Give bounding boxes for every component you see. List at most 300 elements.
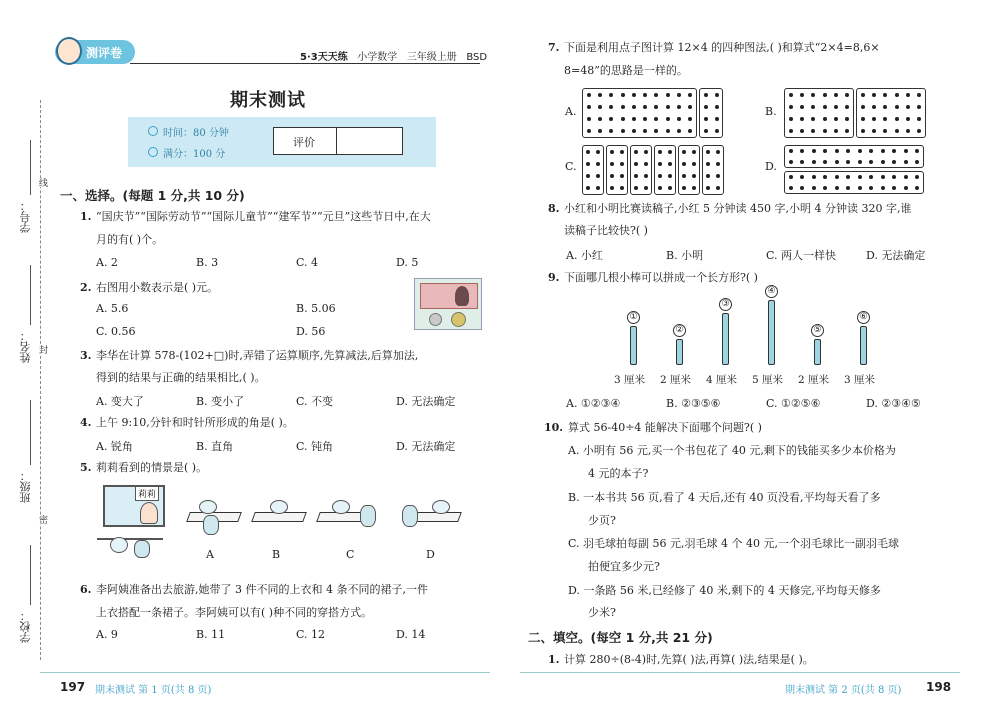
- stick-number: ③: [719, 298, 732, 311]
- dot: [715, 105, 719, 109]
- margin-underline: [30, 400, 31, 465]
- q5-number: 5.: [80, 461, 92, 474]
- dot: [666, 117, 670, 121]
- dot: [644, 162, 648, 166]
- dot: [834, 117, 838, 121]
- q1-option-a[interactable]: A. 2: [96, 256, 118, 269]
- margin-underline: [30, 265, 31, 325]
- dot: [609, 93, 613, 97]
- q1-text: 月的有( )个。: [96, 233, 164, 246]
- dot: [917, 105, 921, 109]
- dot: [668, 162, 672, 166]
- stick-number: ①: [627, 311, 640, 324]
- fishbowl-icon: [110, 537, 128, 553]
- q9-option-b[interactable]: B. ②③⑤⑥: [666, 397, 721, 410]
- dot: [823, 149, 827, 153]
- fishbowl-icon: [199, 500, 217, 514]
- dot-card: [784, 88, 854, 138]
- dot: [587, 117, 591, 121]
- dot: [677, 129, 681, 133]
- stick-number: ⑤: [811, 324, 824, 337]
- dot: [682, 186, 686, 190]
- dot: [861, 93, 865, 97]
- q3-option-a[interactable]: A. 变大了: [96, 395, 144, 408]
- dot: [654, 93, 658, 97]
- page-title: 期末测试: [230, 90, 306, 111]
- edition: BSD: [466, 52, 488, 63]
- dot: [692, 162, 696, 166]
- q7-option-b[interactable]: B.: [765, 105, 777, 118]
- dot: [609, 117, 613, 121]
- fill-q1-number: 1.: [548, 653, 560, 666]
- dot: [598, 117, 602, 121]
- q6-option-d[interactable]: D. 14: [396, 628, 426, 641]
- q6-text: 上衣搭配一条裙子。李阿姨可以有( )种不同的穿搭方式。: [96, 606, 373, 619]
- dot: [915, 186, 919, 190]
- q6-option-a[interactable]: A. 9: [96, 628, 118, 641]
- dot: [688, 105, 692, 109]
- dot: [906, 129, 910, 133]
- dot: [587, 105, 591, 109]
- dot: [812, 175, 816, 179]
- q10-option-c-cont: 拍便宜多少元?: [588, 560, 660, 573]
- dot: [823, 160, 827, 164]
- dot: [915, 175, 919, 179]
- dot: [609, 129, 613, 133]
- margin-label-student-id: 学号：: [19, 200, 32, 233]
- q10-option-b-cont: 少页?: [588, 514, 616, 527]
- dot: [869, 160, 873, 164]
- dot: [869, 149, 873, 153]
- dot: [677, 105, 681, 109]
- dot: [715, 117, 719, 121]
- q7-number: 7.: [548, 41, 560, 54]
- check-icon: [148, 147, 158, 157]
- dot: [881, 175, 885, 179]
- stick-length: 2 厘米: [660, 374, 692, 386]
- scene-table: [97, 538, 163, 540]
- dot: [881, 186, 885, 190]
- dot: [716, 162, 720, 166]
- dot-card: [699, 88, 723, 138]
- q3-number: 3.: [80, 349, 92, 362]
- dot: [858, 186, 862, 190]
- dot: [706, 150, 710, 154]
- dot: [692, 174, 696, 178]
- q6-number: 6.: [80, 583, 92, 596]
- dot: [800, 117, 804, 121]
- q3-option-b[interactable]: B. 变小了: [196, 395, 245, 408]
- dot: [869, 186, 873, 190]
- q4-option-b[interactable]: B. 直角: [196, 440, 234, 453]
- dot: [715, 129, 719, 133]
- dot: [596, 162, 600, 166]
- cat-icon: [134, 540, 150, 558]
- dot: [883, 129, 887, 133]
- dot: [644, 186, 648, 190]
- dot: [658, 186, 662, 190]
- q9-option-c[interactable]: C. ①②⑤⑥: [766, 397, 821, 410]
- mascot-icon: [56, 37, 82, 65]
- dot: [596, 186, 600, 190]
- stick: [860, 326, 867, 365]
- window-illustration: [103, 485, 165, 527]
- q5-option-a[interactable]: A: [206, 548, 214, 561]
- dot: [895, 129, 899, 133]
- q8-option-b[interactable]: B. 小明: [666, 249, 704, 262]
- dot: [610, 162, 614, 166]
- section2-heading: 二、填空。(每空 1 分,共 21 分): [528, 630, 713, 645]
- dot: [704, 117, 708, 121]
- header-rule: [130, 63, 480, 64]
- q10-option-d[interactable]: D. 一条路 56 米,已经修了 40 米,剩下的 4 天修完,平均每天修多: [568, 584, 881, 597]
- dot: [895, 117, 899, 121]
- dot: [906, 105, 910, 109]
- dot: [883, 117, 887, 121]
- dot: [881, 149, 885, 153]
- dot: [835, 160, 839, 164]
- margin-mark-seal: 封: [37, 345, 47, 354]
- dot: [915, 149, 919, 153]
- dot: [872, 105, 876, 109]
- dot: [677, 117, 681, 121]
- dot: [621, 93, 625, 97]
- q4-number: 4.: [80, 416, 92, 429]
- dot: [800, 160, 804, 164]
- dot: [706, 174, 710, 178]
- dot: [917, 117, 921, 121]
- dot-diagram-b: [784, 88, 926, 138]
- dot: [895, 105, 899, 109]
- dot: [834, 93, 838, 97]
- dot: [666, 129, 670, 133]
- dot-card: [630, 145, 652, 195]
- stick-length: 3 厘米: [844, 374, 876, 386]
- footer-rule: [520, 672, 960, 673]
- dot: [881, 160, 885, 164]
- dot: [823, 105, 827, 109]
- dot: [800, 175, 804, 179]
- dot: [610, 186, 614, 190]
- dot: [643, 93, 647, 97]
- dot: [904, 149, 908, 153]
- stick-number: ⑥: [857, 311, 870, 324]
- dot: [610, 150, 614, 154]
- q4-option-d[interactable]: D. 无法确定: [396, 440, 456, 453]
- dot: [789, 129, 793, 133]
- dot: [704, 105, 708, 109]
- q10-option-c[interactable]: C. 羽毛球拍每副 56 元,羽毛球 4 个 40 元,一个羽毛球比一副羽毛球: [568, 537, 899, 550]
- q5-option-d[interactable]: D: [426, 548, 435, 561]
- stick-length: 4 厘米: [706, 374, 738, 386]
- q1-option-b[interactable]: B. 3: [196, 256, 219, 269]
- left-footer-text: 期末测试 第 1 页(共 8 页): [95, 685, 212, 696]
- dot: [609, 105, 613, 109]
- dot: [789, 93, 793, 97]
- fishbowl-icon: [270, 500, 288, 514]
- q5-option-c[interactable]: C: [346, 548, 355, 561]
- dot: [823, 186, 827, 190]
- portrait-icon: [455, 286, 469, 306]
- dot: [858, 175, 862, 179]
- q6-text: 李阿姨准备出去旅游,她带了 3 件不同的上衣和 4 条不同的裙子,一件: [96, 583, 428, 596]
- q8-number: 8.: [548, 202, 560, 215]
- q1-option-d[interactable]: D. 5: [396, 256, 419, 269]
- dot: [620, 150, 624, 154]
- q3-text: 李华在计算 578-(102+□)时,弄错了运算顺序,先算减法,后算加法,: [96, 349, 419, 362]
- dot: [610, 174, 614, 178]
- dot: [846, 149, 850, 153]
- q9-option-d[interactable]: D. ②③④⑤: [866, 397, 921, 410]
- dot: [666, 93, 670, 97]
- q7-option-c[interactable]: C.: [565, 160, 577, 173]
- q4-option-c[interactable]: C. 钝角: [296, 440, 334, 453]
- dot: [634, 162, 638, 166]
- stick: [814, 339, 821, 365]
- girl-icon: [140, 502, 158, 524]
- dot: [834, 129, 838, 133]
- q2-option-c[interactable]: C. 0.56: [96, 325, 136, 338]
- clock-icon: [148, 126, 158, 136]
- q8-option-d[interactable]: D. 无法确定: [866, 249, 926, 262]
- dot: [892, 175, 896, 179]
- stick: [676, 339, 683, 365]
- dot: [596, 150, 600, 154]
- dot: [906, 117, 910, 121]
- q2-option-a[interactable]: A. 5.6: [96, 302, 129, 315]
- dot: [658, 150, 662, 154]
- dot: [682, 150, 686, 154]
- fishbowl-icon: [432, 500, 450, 514]
- dot: [858, 149, 862, 153]
- q10-option-b[interactable]: B. 一本书共 56 页,看了 4 天后,还有 40 页没看,平均每天看了多: [568, 491, 881, 504]
- dot: [658, 162, 662, 166]
- right-page-number: 198: [926, 680, 952, 694]
- dot: [620, 174, 624, 178]
- dot: [587, 93, 591, 97]
- dot: [800, 93, 804, 97]
- q7-option-d[interactable]: D.: [765, 160, 777, 173]
- dot: [835, 149, 839, 153]
- margin-underline: [30, 545, 31, 605]
- q8-option-a[interactable]: A. 小红: [566, 249, 603, 262]
- dot-card: [784, 145, 924, 168]
- q1-option-c[interactable]: C. 4: [296, 256, 319, 269]
- dot: [632, 105, 636, 109]
- dot: [883, 93, 887, 97]
- dot: [682, 174, 686, 178]
- dot: [632, 117, 636, 121]
- q6-option-c[interactable]: C. 12: [296, 628, 326, 641]
- dot: [846, 175, 850, 179]
- dot: [846, 160, 850, 164]
- dot: [823, 175, 827, 179]
- dot: [845, 129, 849, 133]
- q7-text: 下面是利用点子图计算 12×4 的四种图法,( )和算式“2×4=8,6×: [564, 41, 880, 54]
- window-sign: 莉莉: [135, 486, 159, 501]
- cat-icon: [402, 505, 418, 527]
- banknote-icon: [420, 283, 478, 309]
- q3-option-c[interactable]: C. 不变: [296, 395, 334, 408]
- margin-mark-bind: 密: [37, 515, 47, 524]
- q9-option-a[interactable]: A. ①②③④: [566, 397, 621, 410]
- dot: [620, 186, 624, 190]
- dot: [620, 162, 624, 166]
- dot: [915, 160, 919, 164]
- dot: [861, 105, 865, 109]
- dot: [632, 93, 636, 97]
- q5-text: 莉莉看到的情景是( )。: [96, 461, 208, 474]
- left-page-number: 197: [60, 680, 86, 694]
- dot: [872, 117, 876, 121]
- dot: [811, 117, 815, 121]
- dot-card: [606, 145, 628, 195]
- dot: [715, 93, 719, 97]
- dot: [586, 150, 590, 154]
- grade: 三年级上册: [406, 52, 457, 63]
- dot: [596, 174, 600, 178]
- dot: [800, 186, 804, 190]
- dot: [846, 186, 850, 190]
- q2-option-d[interactable]: D. 56: [296, 325, 326, 338]
- dot-card: [582, 88, 697, 138]
- dot: [789, 160, 793, 164]
- dot: [917, 129, 921, 133]
- q1-text: “国庆节”“国际劳动节”“国际儿童节”“建军节”“元旦”这些节日中,在大: [96, 210, 431, 223]
- dot: [716, 186, 720, 190]
- dot: [858, 160, 862, 164]
- dot: [800, 129, 804, 133]
- dot: [883, 105, 887, 109]
- dot-card: [784, 171, 924, 194]
- q8-text: 读稿子比较快?( ): [564, 224, 648, 237]
- fishbowl-icon: [332, 500, 350, 514]
- money-image: [414, 278, 482, 330]
- dot-card: [582, 145, 604, 195]
- q4-text: 上午 9:10,分针和时针所形成的角是( )。: [96, 416, 294, 429]
- dot: [621, 117, 625, 121]
- dot: [586, 174, 590, 178]
- coin-icon: [429, 313, 442, 326]
- dot: [811, 93, 815, 97]
- dot: [677, 93, 681, 97]
- margin-mark-line: 线: [37, 178, 47, 187]
- dot: [811, 105, 815, 109]
- q4-option-a[interactable]: A. 锐角: [96, 440, 133, 453]
- sticks-diagram: [600, 286, 900, 390]
- dot: [704, 129, 708, 133]
- dot-card: [678, 145, 700, 195]
- q10-number: 10.: [544, 421, 564, 434]
- dot: [789, 117, 793, 121]
- subject: 小学数学: [357, 52, 398, 63]
- q3-option-d[interactable]: D. 无法确定: [396, 395, 456, 408]
- dot: [895, 93, 899, 97]
- dot: [904, 175, 908, 179]
- dot: [823, 93, 827, 97]
- dot: [917, 93, 921, 97]
- q2-option-b[interactable]: B. 5.06: [296, 302, 336, 315]
- dot: [800, 149, 804, 153]
- dot: [586, 162, 590, 166]
- q10-option-a[interactable]: A. 小明有 56 元,买一个书包花了 40 元,剩下的钱能买多少本价格为: [568, 444, 896, 457]
- dot: [716, 150, 720, 154]
- dot: [666, 105, 670, 109]
- right-footer-text: 期末测试 第 2 页(共 8 页): [785, 685, 902, 696]
- dot: [869, 175, 873, 179]
- dot: [621, 105, 625, 109]
- q2-number: 2.: [80, 281, 92, 294]
- cat-icon: [203, 515, 219, 535]
- dot: [835, 186, 839, 190]
- stick: [722, 313, 729, 365]
- dot: [668, 150, 672, 154]
- section1-heading: 一、选择。(每题 1 分,共 10 分): [60, 188, 245, 203]
- q9-number: 9.: [548, 271, 560, 284]
- q5-option-b[interactable]: B: [272, 548, 281, 561]
- q10-option-a-cont: 4 元的本子?: [588, 467, 649, 480]
- badge-label: 测评卷: [86, 46, 123, 60]
- eval-divider: [336, 127, 337, 155]
- dot-card: [702, 145, 724, 195]
- dot: [598, 129, 602, 133]
- dot: [704, 93, 708, 97]
- dot: [644, 150, 648, 154]
- dot: [668, 174, 672, 178]
- dot: [812, 186, 816, 190]
- dot: [688, 129, 692, 133]
- dot: [845, 117, 849, 121]
- fill-q1-text[interactable]: 计算 280÷(8-4)时,先算( )法,再算( )法,结果是( )。: [564, 653, 814, 666]
- q7-text: 8=48”的思路是一样的。: [564, 64, 688, 77]
- dot: [835, 175, 839, 179]
- q6-option-b[interactable]: B. 11: [196, 628, 226, 641]
- coin-icon: [451, 312, 466, 327]
- dot: [800, 105, 804, 109]
- dot: [834, 105, 838, 109]
- q8-option-c[interactable]: C. 两人一样快: [766, 249, 837, 262]
- dot-diagram-c: [582, 145, 724, 195]
- time-text: 时间：80 分钟: [163, 128, 229, 139]
- dot: [823, 129, 827, 133]
- stick-length: 5 厘米: [752, 374, 784, 386]
- dot: [688, 93, 692, 97]
- dot-diagram-a: [582, 88, 723, 138]
- dot-card: [654, 145, 676, 195]
- margin-label-school: 学校：: [19, 610, 32, 643]
- q8-text: 小红和小明比赛读稿子,小红 5 分钟读 450 字,小明 4 分钟读 320 字,谁: [564, 202, 912, 215]
- dot: [811, 129, 815, 133]
- dot: [682, 162, 686, 166]
- dot: [621, 129, 625, 133]
- dot: [587, 129, 591, 133]
- cat-icon: [360, 505, 376, 527]
- dot: [654, 105, 658, 109]
- dot: [812, 149, 816, 153]
- dot: [892, 149, 896, 153]
- stick-number: ④: [765, 285, 778, 298]
- dot: [706, 162, 710, 166]
- dot: [643, 105, 647, 109]
- dot: [872, 93, 876, 97]
- margin-underline: [30, 140, 31, 195]
- dot: [658, 174, 662, 178]
- score-text: 满分：100 分: [163, 149, 226, 160]
- dot: [654, 129, 658, 133]
- dot: [861, 129, 865, 133]
- q7-option-a[interactable]: A.: [565, 105, 577, 118]
- dot-card: [856, 88, 926, 138]
